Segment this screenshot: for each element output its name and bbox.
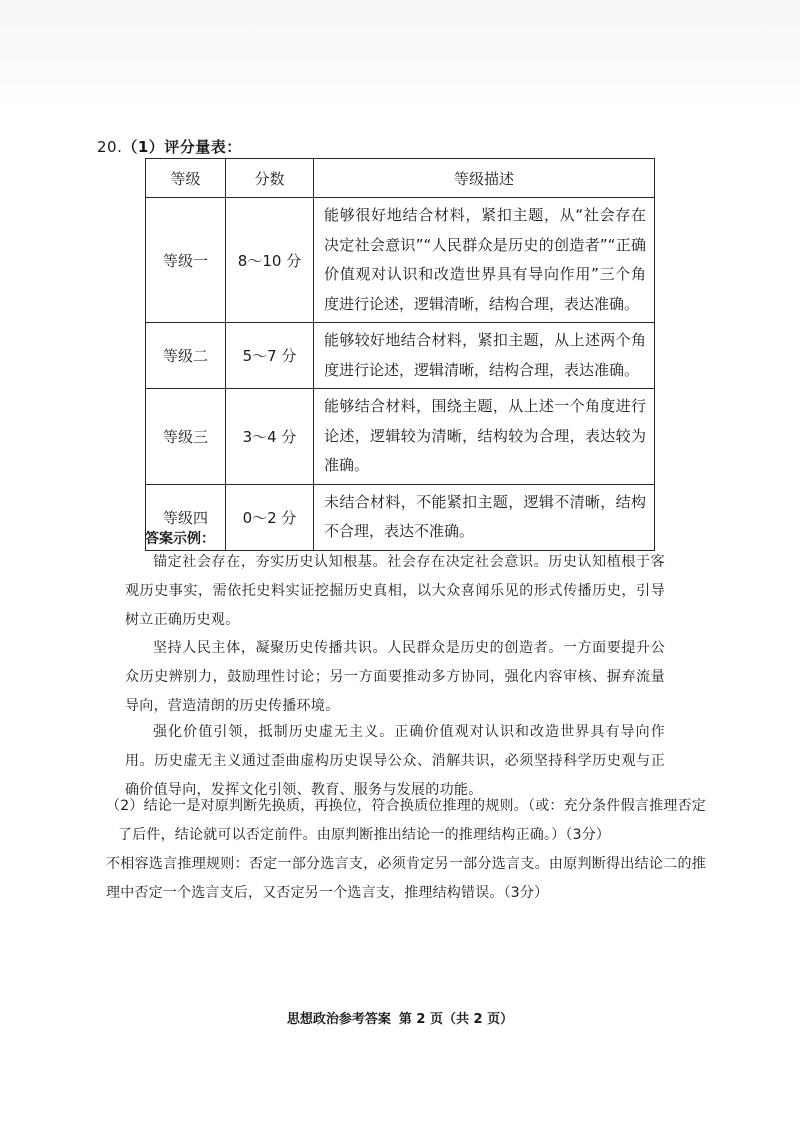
level-cell: 等级二 (146, 323, 226, 389)
sample-paragraph: 坚持人民主体，凝聚历史传播共识。人民群众是历史的创造者。一方面要提升公众历史辨别力，鼓励理性讨论；另一方面要推动多方协同，强化内容审核、摒弃流量导向，营造清朗的历史传播环境。 (125, 640, 665, 714)
table-row (146, 323, 655, 389)
description-cell: 能够较好地结合材料，紧扣主题，从上述两个角度进行论述，逻辑清晰，结构合理，表达准确。 (314, 323, 655, 389)
header-description: 等级描述 (314, 159, 655, 198)
level-cell: 等级四 (146, 484, 226, 550)
table-row (146, 198, 655, 323)
header-level: 等级 (146, 159, 226, 198)
table-row (146, 389, 655, 485)
sample-paragraph: 强化价值引领，抵制历史虚无主义。正确价值观对认识和改造世界具有导向作用。历史虚无主义通过歪曲虚构历史误导公众、消解共识，必须坚持科学历史观与正确价值导向，发挥文化引领、教育、服务与发展的功能。 (125, 724, 665, 798)
scoring-rubric-table (145, 158, 655, 551)
part2-line-1: （2）结论一是对原判断先换质，再换位，符合换质位推理的规则。（或：充分条件假言推理否定了后件，结论就可以否定前件。由原判断推出结论一的推理结构正确。）（3分） (106, 798, 706, 843)
question-number: 20. (97, 138, 123, 156)
score-cell: 8～10 分 (226, 198, 314, 323)
question-heading (97, 136, 242, 157)
page-footer (0, 1008, 800, 1027)
description-cell: 能够结合材料，围绕主题，从上述一个角度进行论述，逻辑较为清晰，结构较为合理，表达较为准确。 (314, 389, 655, 485)
sample-paragraph: 锚定社会存在，夯实历史认知根基。社会存在决定社会意识。历史认知植根于客观历史事实，需依托史料实证挖掘历史真相，以大众喜闻乐见的形式传播历史，引导树立正确历史观。 (125, 554, 665, 628)
footer-page-number: 第 2 页（共 2 页） (398, 1012, 514, 1027)
score-cell: 5～7 分 (226, 323, 314, 389)
level-cell: 等级一 (146, 198, 226, 323)
part1-label: （1）评分量表： (122, 138, 242, 156)
table-row (146, 484, 655, 550)
part2-answer (106, 792, 706, 908)
sample-answer-heading: 答案示例： (145, 531, 215, 547)
description-cell: 能够很好地结合材料，紧扣主题，从“社会存在决定社会意识”“人民群众是历史的创造者”“正确价值观对认识和改造世界具有导向作用”三个角度进行论述，逻辑清晰，结构合理，表达准确。 (314, 198, 655, 323)
level-cell: 等级三 (146, 389, 226, 485)
score-cell: 0～2 分 (226, 484, 314, 550)
description-cell: 未结合材料，不能紧扣主题，逻辑不清晰，结构不合理，表达不准确。 (314, 484, 655, 550)
rubric-header-row (146, 159, 655, 198)
part2-line-2: 不相容选言推理规则：否定一部分选言支，必须肯定另一部分选言支。由原判断得出结论二的推理中否定一个选言支后，又否定另一个选言支，推理结构错误。（3分） (106, 856, 706, 901)
footer-subject: 思想政治参考答案 (286, 1012, 391, 1027)
score-cell: 3～4 分 (226, 389, 314, 485)
header-score: 分数 (226, 159, 314, 198)
